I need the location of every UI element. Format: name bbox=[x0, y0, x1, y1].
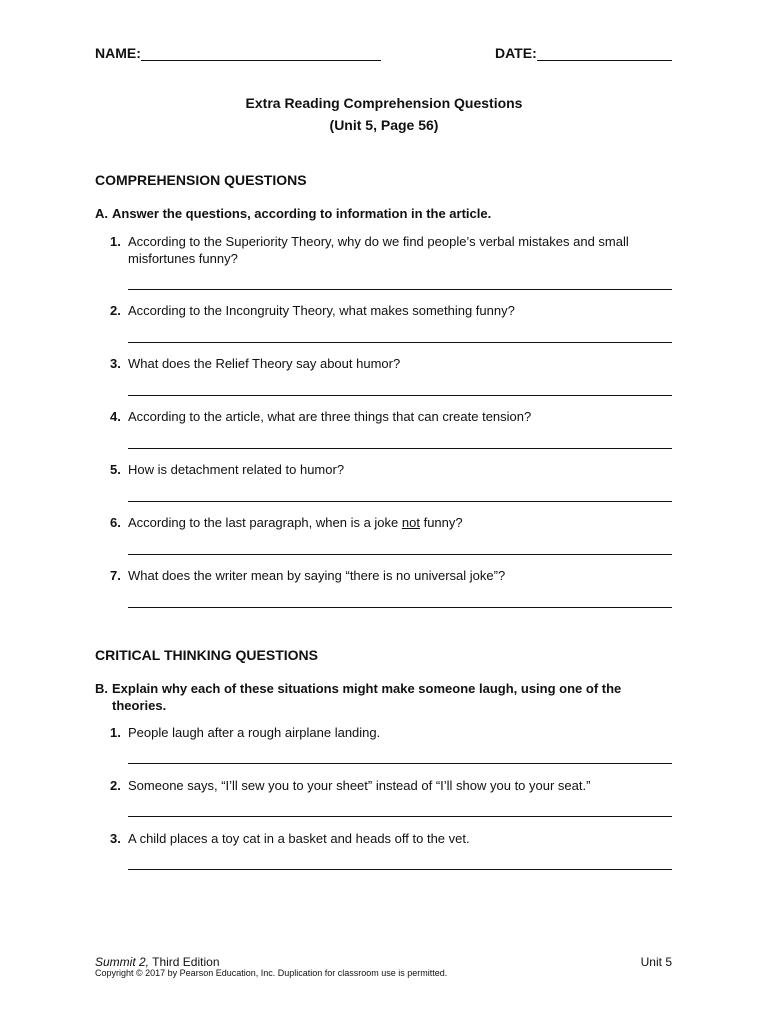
date-field[interactable] bbox=[537, 60, 672, 61]
answer-line-a5[interactable] bbox=[128, 501, 672, 502]
question-a4 bbox=[110, 408, 672, 425]
question-a2 bbox=[110, 302, 672, 319]
question-a7 bbox=[110, 567, 672, 584]
question-text: According to the Superiority Theory, why do we find people’s verbal mistakes and small misfortunes funny? bbox=[128, 234, 629, 266]
question-text: What does the Relief Theory say about humor? bbox=[128, 356, 401, 371]
answer-line-a1[interactable] bbox=[128, 289, 672, 290]
page-subtitle: (Unit 5, Page 56) bbox=[329, 117, 439, 133]
question-text: Someone says, “I’ll sew you to your sheet” instead of “I’ll show you to your seat.” bbox=[128, 778, 591, 793]
instruction-a bbox=[95, 205, 675, 222]
question-number: 3. bbox=[110, 356, 121, 371]
instruction-b-text: Explain why each of these situations might make someone laugh, using one of the bbox=[112, 681, 622, 696]
question-text-after: funny? bbox=[419, 515, 463, 530]
instruction-a-letter: A. bbox=[95, 206, 108, 221]
question-text: How is detachment related to humor? bbox=[128, 462, 345, 477]
name-field[interactable] bbox=[141, 60, 381, 61]
question-text: According to the Incongruity Theory, what makes something funny? bbox=[128, 303, 515, 318]
footer-copyright: Copyright © 2017 by Pearson Education, Inc. Duplication for classroom use is permitted. bbox=[95, 968, 448, 978]
answer-line-b3[interactable] bbox=[128, 869, 672, 870]
question-number: 2. bbox=[110, 303, 121, 318]
comprehension-heading: COMPREHENSION QUESTIONS bbox=[95, 172, 307, 188]
question-text-before: According to the last paragraph, when is a joke bbox=[128, 515, 402, 530]
question-text bbox=[128, 514, 672, 531]
answer-line-a7[interactable] bbox=[128, 607, 672, 608]
question-number: 3. bbox=[110, 831, 121, 846]
instruction-b bbox=[95, 680, 675, 714]
question-number: 5. bbox=[110, 462, 121, 477]
instruction-a-text: Answer the questions, according to information in the article. bbox=[112, 206, 492, 221]
question-a5 bbox=[110, 461, 672, 478]
question-text-underlined: not bbox=[401, 515, 420, 530]
question-number: 2. bbox=[110, 778, 121, 793]
question-b1 bbox=[110, 724, 672, 741]
date-label: DATE: bbox=[495, 45, 537, 61]
question-text: People laugh after a rough airplane landing. bbox=[128, 725, 381, 740]
question-text: What does the writer mean by saying “there is no universal joke”? bbox=[128, 568, 506, 583]
name-label: NAME: bbox=[95, 45, 141, 61]
question-number: 1. bbox=[110, 234, 121, 249]
question-text: A child places a toy cat in a basket and heads off to the vet. bbox=[128, 831, 470, 846]
answer-line-a3[interactable] bbox=[128, 395, 672, 396]
question-number: 6. bbox=[110, 515, 121, 530]
question-a1 bbox=[110, 233, 672, 267]
question-b3 bbox=[110, 830, 672, 847]
answer-line-a4[interactable] bbox=[128, 448, 672, 449]
answer-line-a2[interactable] bbox=[128, 342, 672, 343]
footer-book-edition: Third Edition bbox=[149, 955, 220, 969]
question-a6 bbox=[110, 514, 672, 531]
question-text: According to the article, what are three things that can create tension? bbox=[128, 409, 532, 424]
instruction-b-text-cont: theories. bbox=[112, 698, 167, 713]
footer-unit: Unit 5 bbox=[640, 955, 672, 969]
critical-heading: CRITICAL THINKING QUESTIONS bbox=[95, 647, 318, 663]
footer-book-title bbox=[95, 955, 220, 969]
answer-line-a6[interactable] bbox=[128, 554, 672, 555]
question-number: 4. bbox=[110, 409, 121, 424]
page-title: Extra Reading Comprehension Questions bbox=[245, 95, 523, 111]
instruction-b-letter: B. bbox=[95, 681, 108, 696]
answer-line-b2[interactable] bbox=[128, 816, 672, 817]
question-number: 7. bbox=[110, 568, 121, 583]
question-number: 1. bbox=[110, 725, 121, 740]
footer-book-italic: Summit 2, bbox=[95, 955, 150, 969]
question-b2 bbox=[110, 777, 672, 794]
answer-line-b1[interactable] bbox=[128, 763, 672, 764]
question-a3 bbox=[110, 355, 672, 372]
